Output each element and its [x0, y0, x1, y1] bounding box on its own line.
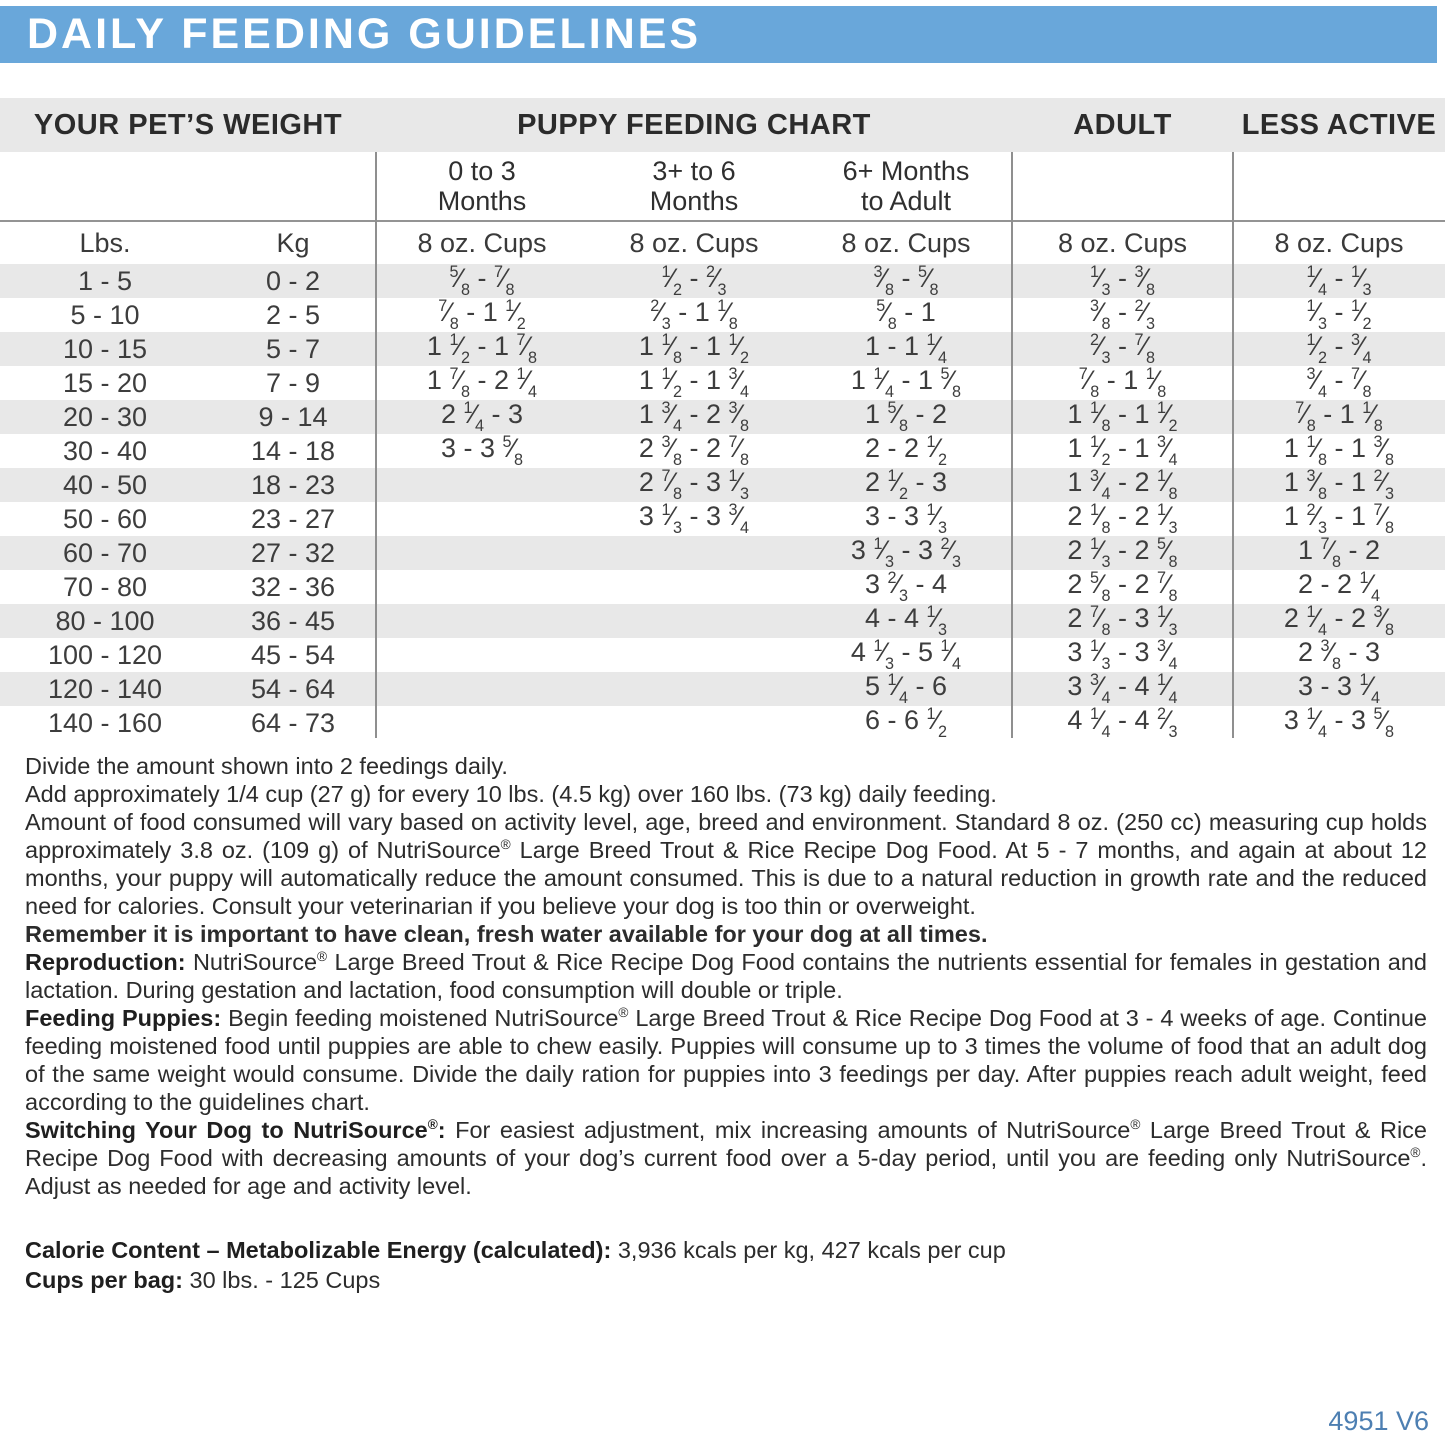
cell-less_active: 1 $^7⁄_8 - 2$ — [1297, 535, 1381, 572]
cell-less_active: $^7⁄_8 - 1$ $^1⁄_8$ — [1295, 399, 1383, 436]
table-row — [0, 298, 1445, 332]
cell-p0_3: 1 $^1⁄_2 - 1$ $^7⁄_8$ — [426, 331, 538, 368]
cell-kg: 0 - 2 — [265, 265, 321, 296]
group-header-less-active: LESS ACTIVE — [1241, 108, 1437, 141]
table-row — [0, 604, 1445, 638]
cell-p3_6: 3 $^1⁄_3 - 3$ $^3⁄_4$ — [638, 501, 750, 538]
cell-lbs: 70 - 80 — [62, 571, 148, 602]
cell-p6_adult: 2 $^1⁄_2 - 3$ — [864, 467, 948, 504]
cell-kg: 64 - 73 — [250, 707, 336, 738]
cell-p6_adult: 2 - 2 $^1⁄_2$ — [864, 433, 948, 470]
notes-block — [25, 752, 1427, 948]
cell-p0_3: 2 $^1⁄_4 - 3$ — [440, 399, 524, 436]
cell-p6_adult: 4 - 4 $^1⁄_3$ — [864, 603, 948, 640]
cell-kg: 2 - 5 — [265, 299, 321, 330]
cell-less_active: $^1⁄_2$ - $^3⁄_4$ — [1306, 331, 1372, 368]
cell-lbs: 100 - 120 — [47, 639, 163, 670]
table-rows — [0, 264, 1445, 740]
cell-lbs: 60 - 70 — [62, 537, 148, 568]
section-paragraph: Feeding Puppies: Begin feeding moistened NutriSource® Large Breed Trout & Rice Recipe Dog Food at 3 - 4 weeks of age. Continue feeding moistened food until puppies are able to chew easily. Puppies will consume up to 3 times the volume of food that an adult dog of the same weight would consume. Divide the daily ration for puppies into 3 feedings per day. After puppies reach adult weight, feed according to the guidelines chart. — [25, 1005, 1427, 1115]
section-paragraph: Reproduction: NutriSource® Large Breed Trout & Rice Recipe Dog Food contains the nutrients essential for females in gestation and lactation. During gestation and lactation, food consumption will double or triple. — [25, 949, 1427, 1003]
notes-and-sections — [25, 752, 1427, 1294]
table-row — [0, 570, 1445, 604]
column-divider — [375, 152, 377, 738]
cell-p6_adult: 3 $^2⁄_3 - 4$ — [864, 569, 948, 606]
cell-p6_adult: $^5⁄_8 - 1$ — [876, 297, 936, 334]
cell-p6_adult: 4 $^1⁄_3 - 5$ $^1⁄_4$ — [850, 637, 962, 674]
cell-adult: $^1⁄_3$ - $^3⁄_8$ — [1089, 263, 1156, 300]
cell-adult: 3 $^3⁄_4 - 4$ $^1⁄_4$ — [1067, 671, 1178, 708]
cell-p6_adult: $^3⁄_8$ - $^5⁄_8$ — [873, 263, 939, 300]
cell-p0_3: $^5⁄_8$ - $^7⁄_8$ — [449, 263, 515, 300]
cell-adult: 4 $^1⁄_4 - 4$ $^2⁄_3$ — [1067, 705, 1178, 742]
table-row — [0, 332, 1445, 366]
cell-less_active: 1 $^2⁄_3 - 1$ $^7⁄_8$ — [1283, 501, 1395, 538]
cell-p6_adult: 1 - 1 $^1⁄_4$ — [864, 331, 948, 368]
cell-p6_adult: 6 - 6 $^1⁄_2$ — [864, 705, 948, 742]
cell-lbs: 120 - 140 — [47, 673, 163, 704]
table-row — [0, 502, 1445, 536]
cell-lbs: 10 - 15 — [62, 333, 148, 364]
cell-lbs: 50 - 60 — [62, 503, 148, 534]
cell-kg: 23 - 27 — [250, 503, 336, 534]
cell-p0_3: 1 $^7⁄_8 - 2$ $^1⁄_4$ — [426, 365, 538, 402]
unit-header-cups-4: 8 oz. Cups — [1057, 227, 1188, 258]
cell-less_active: $^3⁄_4$ - $^7⁄_8$ — [1306, 365, 1372, 402]
cell-kg: 27 - 32 — [250, 537, 336, 568]
unit-header-cups-3: 8 oz. Cups — [841, 227, 971, 258]
age-header-6-adult: 6+ Months to Adult — [842, 156, 970, 216]
cell-less_active: $^1⁄_3$ - $^1⁄_2$ — [1306, 297, 1372, 334]
cell-p3_6: $^2⁄_3 - 1$ $^1⁄_8$ — [650, 297, 738, 334]
cell-lbs: 30 - 40 — [62, 435, 148, 466]
cell-p0_3: $^7⁄_8 - 1$ $^1⁄_2$ — [438, 297, 526, 334]
table-row — [0, 400, 1445, 434]
cell-lbs: 15 - 20 — [62, 367, 148, 398]
cell-p6_adult: 1 $^5⁄_8 - 2$ — [864, 399, 948, 436]
column-divider — [1232, 152, 1234, 738]
table-row — [0, 366, 1445, 400]
cell-adult: $^3⁄_8$ - $^2⁄_3$ — [1089, 297, 1156, 334]
table-row — [0, 434, 1445, 468]
units-header-row — [0, 222, 1445, 264]
cell-adult: 1 $^1⁄_8 - 1$ $^1⁄_2$ — [1067, 399, 1178, 436]
unit-header-lbs: Lbs. — [79, 227, 131, 258]
cell-lbs: 1 - 5 — [77, 265, 133, 296]
cell-kg: 5 - 7 — [265, 333, 321, 364]
note-line: Add approximately 1/4 cup (27 g) for every 10 lbs. (4.5 kg) over 160 lbs. (73 kg) daily feeding. — [25, 781, 997, 807]
group-header-puppy-chart: PUPPY FEEDING CHART — [517, 108, 871, 141]
cell-lbs: 5 - 10 — [70, 299, 140, 330]
cell-adult: 2 $^1⁄_8 - 2$ $^1⁄_3$ — [1067, 501, 1178, 538]
table-row — [0, 672, 1445, 706]
table-row — [0, 468, 1445, 502]
cell-p3_6: 1 $^1⁄_2 - 1$ $^3⁄_4$ — [638, 365, 750, 402]
cell-kg: 45 - 54 — [250, 639, 336, 670]
group-header-weight: YOUR PET’S WEIGHT — [33, 108, 343, 141]
cell-kg: 14 - 18 — [250, 435, 336, 466]
group-header-adult: ADULT — [1073, 108, 1172, 141]
column-divider — [1011, 152, 1013, 738]
cell-lbs: 40 - 50 — [62, 469, 148, 500]
unit-header-cups-2: 8 oz. Cups — [629, 227, 759, 258]
sections-block — [25, 948, 1427, 1200]
note-line: Remember it is important to have clean, fresh water available for your dog at all times. — [25, 921, 988, 947]
cell-adult: 3 $^1⁄_3 - 3$ $^3⁄_4$ — [1067, 637, 1178, 674]
unit-header-cups-1: 8 oz. Cups — [417, 227, 547, 258]
table-row — [0, 706, 1445, 740]
cell-kg: 54 - 64 — [250, 673, 336, 704]
cell-less_active: 1 $^3⁄_8 - 1$ $^2⁄_3$ — [1283, 467, 1395, 504]
cell-less_active: 2 - 2 $^1⁄_4$ — [1297, 569, 1381, 606]
cell-adult: 1 $^3⁄_4 - 2$ $^1⁄_8$ — [1067, 467, 1178, 504]
cell-p3_6: 2 $^3⁄_8 - 2$ $^7⁄_8$ — [638, 433, 750, 470]
age-header-0-3: 0 to 3 Months — [437, 156, 527, 216]
cell-kg: 7 - 9 — [265, 367, 321, 398]
title-bar — [0, 6, 1437, 63]
calorie-line: Calorie Content – Metabolizable Energy (calculated): 3,936 kcals per kg, 427 kcals per cup — [25, 1237, 1006, 1263]
note-line: Divide the amount shown into 2 feedings daily. — [25, 753, 508, 779]
cell-adult: 2 $^5⁄_8 - 2$ $^7⁄_8$ — [1067, 569, 1178, 606]
cell-p6_adult: 3 $^1⁄_3 - 3$ $^2⁄_3$ — [850, 535, 962, 572]
cell-kg: 18 - 23 — [250, 469, 336, 500]
cell-lbs: 20 - 30 — [62, 401, 148, 432]
cell-p6_adult: 5 $^1⁄_4 - 6$ — [864, 671, 948, 708]
cell-adult: $^2⁄_3$ - $^7⁄_8$ — [1089, 331, 1156, 368]
calorie-block — [25, 1236, 1427, 1294]
calorie-line: Cups per bag: 30 lbs. - 125 Cups — [25, 1267, 381, 1293]
table-row — [0, 264, 1445, 298]
cell-kg: 36 - 45 — [250, 605, 336, 636]
cell-kg: 32 - 36 — [250, 571, 336, 602]
cell-adult: 1 $^1⁄_2 - 1$ $^3⁄_4$ — [1067, 433, 1178, 470]
cell-adult: 2 $^1⁄_3 - 2$ $^5⁄_8$ — [1067, 535, 1178, 572]
footer-code: 4951 V6 — [1328, 1406, 1429, 1436]
cell-kg: 9 - 14 — [258, 401, 328, 432]
cell-adult: $^7⁄_8 - 1$ $^1⁄_8$ — [1078, 365, 1167, 402]
cell-p0_3: 3 - 3 $^5⁄_8$ — [440, 433, 524, 470]
note-line: Amount of food consumed will vary based on activity level, age, breed and environment. Standard 8 oz. (250 cc) measuring cup holds approximately 3.8 oz. (109 g) of NutriSource® Large Breed Trout & Rice Recipe Dog Food. At 5 - 7 months, and again at about 12 months, your puppy will automatically reduce the amount consumed. This is due to a natural reduction in growth rate and the reduced need for calories. Consult your veterinarian if you believe your dog is too thin or overweight. — [25, 809, 1427, 919]
table-row — [0, 638, 1445, 672]
cell-p3_6: $^1⁄_2$ - $^2⁄_3$ — [661, 263, 727, 300]
cell-p6_adult: 3 - 3 $^1⁄_3$ — [864, 501, 948, 538]
cell-less_active: 2 $^1⁄_4 - 2$ $^3⁄_8$ — [1283, 603, 1395, 640]
section-paragraph: Switching Your Dog to NutriSource®: For easiest adjustment, mix increasing amounts of NutriSource® Large Breed Trout & Rice Recipe Dog Food with decreasing amounts of your dog’s current food over a 5-day period, until you are feeding only NutriSource®. Adjust as needed for age and activity level. — [25, 1117, 1427, 1199]
cell-less_active: 3 $^1⁄_4 - 3$ $^5⁄_8$ — [1283, 705, 1395, 742]
feeding-table — [0, 98, 1445, 740]
page-title: DAILY FEEDING GUIDELINES — [27, 10, 702, 58]
cell-p3_6: 1 $^3⁄_4 - 2$ $^3⁄_8$ — [638, 399, 750, 436]
cell-lbs: 140 - 160 — [47, 707, 163, 738]
unit-header-kg: Kg — [276, 227, 310, 258]
unit-header-cups-5: 8 oz. Cups — [1274, 227, 1404, 258]
cell-p3_6: 2 $^7⁄_8 - 3$ $^1⁄_3$ — [638, 467, 750, 504]
table-row — [0, 536, 1445, 570]
age-header-3-6: 3+ to 6 Months — [649, 156, 739, 216]
cell-less_active: 2 $^3⁄_8 - 3$ — [1297, 637, 1381, 674]
cell-p3_6: 1 $^1⁄_8 - 1$ $^1⁄_2$ — [638, 331, 750, 368]
cell-p6_adult: 1 $^1⁄_4 - 1$ $^5⁄_8$ — [850, 365, 962, 402]
cell-less_active: 3 - 3 $^1⁄_4$ — [1297, 671, 1381, 708]
group-header-row — [0, 98, 1445, 152]
cell-less_active: 1 $^1⁄_8 - 1$ $^3⁄_8$ — [1283, 433, 1395, 470]
age-header-row — [0, 152, 1445, 220]
cell-adult: 2 $^7⁄_8 - 3$ $^1⁄_3$ — [1067, 603, 1178, 640]
cell-lbs: 80 - 100 — [55, 605, 155, 636]
cell-less_active: $^1⁄_4$ - $^1⁄_3$ — [1306, 263, 1372, 300]
